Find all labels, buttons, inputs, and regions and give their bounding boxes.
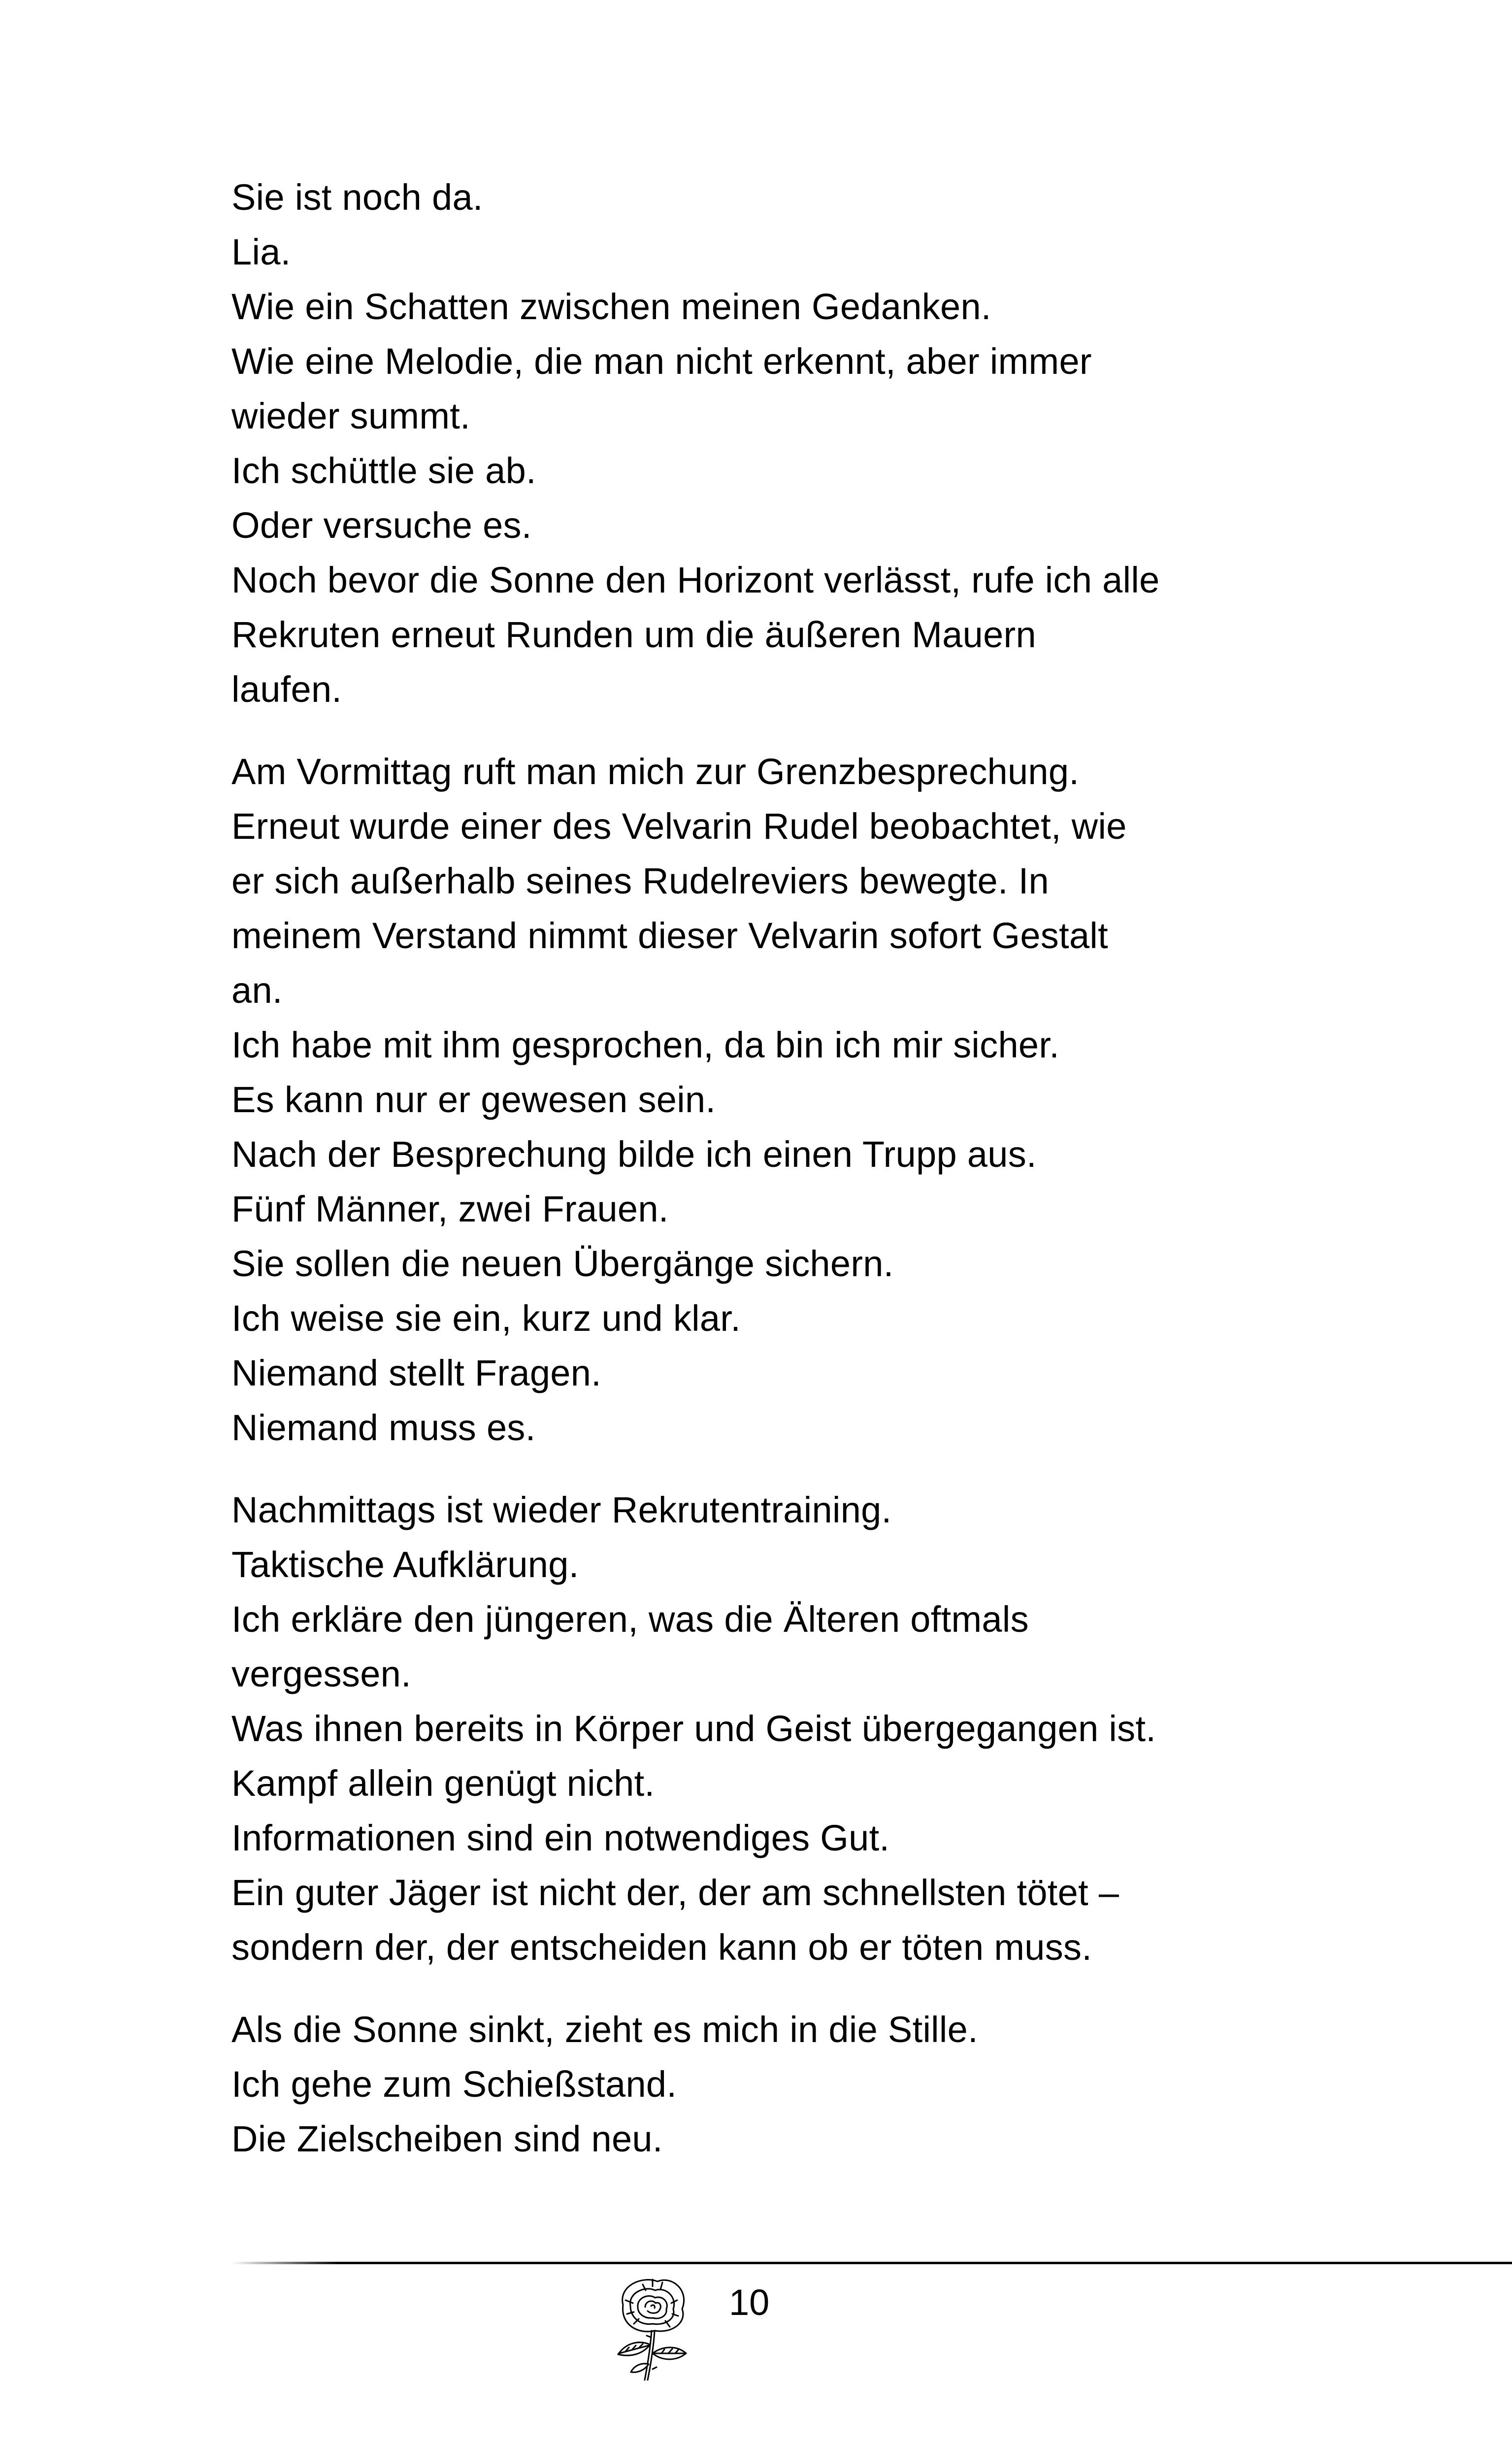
text-line: sondern der, der entscheiden kann ob er töten muss. — [231, 1927, 1092, 1968]
text-line: Nach der Besprechung bilde ich einen Trupp aus. — [231, 1134, 1037, 1175]
text-line: Wie ein Schatten zwischen meinen Gedanken. — [231, 286, 991, 327]
text-line: an. — [231, 970, 283, 1011]
rose-icon — [603, 2271, 702, 2384]
text-line: Kampf allein genügt nicht. — [231, 1763, 655, 1804]
text-line: Ich schüttle sie ab. — [231, 450, 536, 491]
paragraph — [231, 744, 1305, 1455]
text-line: Rekruten erneut Runden um die äußeren Mauern — [231, 614, 1036, 655]
text-line: Ich erkläre den jüngeren, was die Älteren oftmals — [231, 1599, 1029, 1640]
text-line: meinem Verstand nimmt dieser Velvarin sofort Gestalt — [231, 915, 1109, 956]
text-line: Niemand stellt Fragen. — [231, 1353, 602, 1393]
text-line: Informationen sind ein notwendiges Gut. — [231, 1817, 890, 1858]
text-line: Erneut wurde einer des Velvarin Rudel beobachtet, wie — [231, 806, 1127, 847]
text-line: Die Zielscheiben sind neu. — [231, 2118, 663, 2159]
text-line: Es kann nur er gewesen sein. — [231, 1079, 716, 1120]
text-line: Taktische Aufklärung. — [231, 1544, 579, 1585]
text-line: Sie sollen die neuen Übergänge sichern. — [231, 1243, 894, 1284]
text-line: Oder versuche es. — [231, 505, 532, 546]
text-line: Noch bevor die Sonne den Horizont verlässt, rufe ich alle — [231, 560, 1160, 600]
text-line: Fünf Männer, zwei Frauen. — [231, 1188, 669, 1229]
text-line: wieder summt. — [231, 396, 471, 436]
paragraph — [231, 170, 1305, 717]
text-line: Am Vormittag ruft man mich zur Grenzbesprechung. — [231, 751, 1080, 792]
page-number: 10 — [729, 2282, 770, 2323]
paragraph — [231, 1483, 1305, 1975]
text-line: vergessen. — [231, 1653, 411, 1694]
text-line: Ein guter Jäger ist nicht der, der am schnellsten tötet – — [231, 1872, 1119, 1913]
text-line: Wie eine Melodie, die man nicht erkennt, aber immer — [231, 341, 1092, 382]
text-line: Niemand muss es. — [231, 1407, 536, 1448]
body-text — [231, 170, 1305, 2166]
text-line: Ich gehe zum Schießstand. — [231, 2064, 677, 2105]
text-line: Was ihnen bereits in Körper und Geist übergegangen ist. — [231, 1708, 1156, 1749]
text-line: Ich habe mit ihm gesprochen, da bin ich mir sicher. — [231, 1024, 1060, 1065]
footer-divider — [231, 2262, 1512, 2264]
text-line: er sich außerhalb seines Rudelreviers bewegte. In — [231, 860, 1050, 901]
paragraph — [231, 2002, 1305, 2166]
text-line: Ich weise sie ein, kurz und klar. — [231, 1298, 741, 1339]
text-line: Sie ist noch da. — [231, 177, 483, 218]
text-line: Nachmittags ist wieder Rekrutentraining. — [231, 1489, 892, 1530]
text-line: laufen. — [231, 669, 342, 710]
text-line: Als die Sonne sinkt, zieht es mich in die Stille. — [231, 2009, 978, 2050]
text-line: Lia. — [231, 231, 291, 272]
